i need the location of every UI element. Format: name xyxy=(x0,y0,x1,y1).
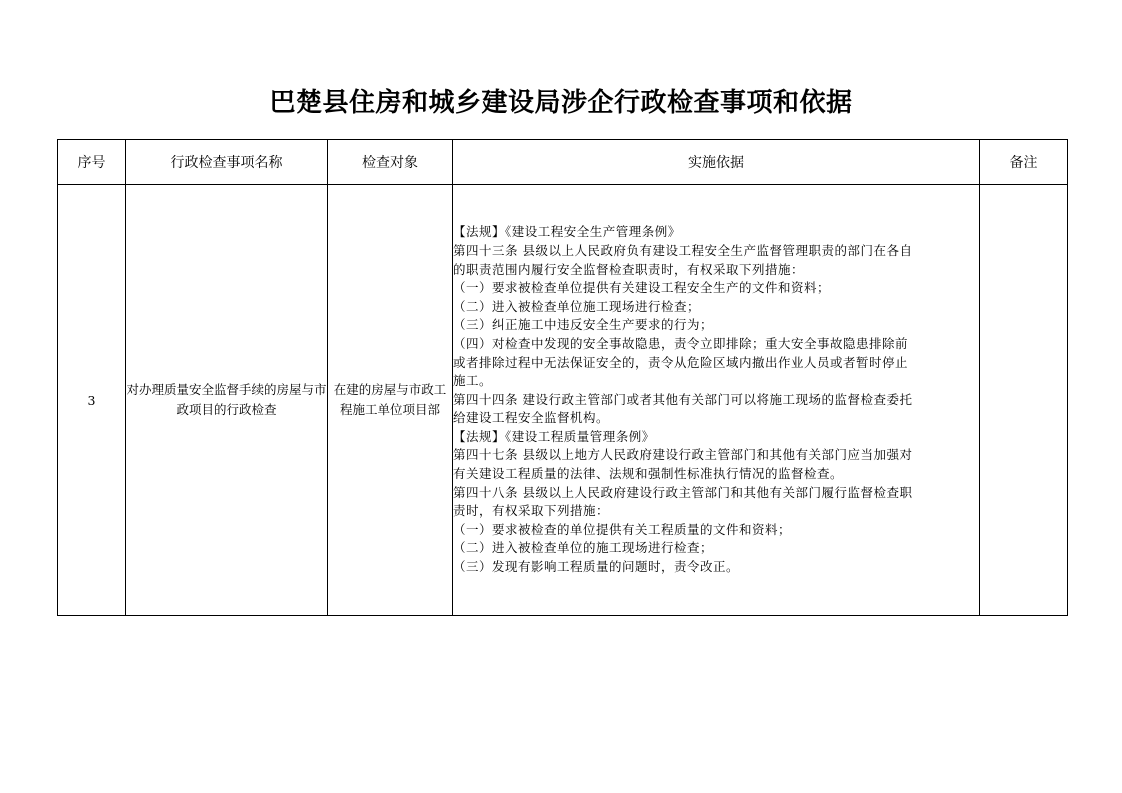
table-row xyxy=(58,185,1068,616)
basis-line: 施工。 xyxy=(453,373,493,389)
header-remark: 备注 xyxy=(980,140,1068,185)
header-basis: 实施依据 xyxy=(453,140,980,185)
table-header-row xyxy=(58,140,1068,185)
basis-line: 第四十三条 县级以上人民政府负有建设工程安全生产监督管理职责的部门在各自 xyxy=(453,242,913,258)
basis-line: （一）要求被检查单位提供有关建设工程安全生产的文件和资料； xyxy=(453,280,831,296)
header-item-name: 行政检查事项名称 xyxy=(126,140,328,185)
basis-line: （三）发现有影响工程质量的问题时，责令改正。 xyxy=(453,559,740,575)
basis-line: 第四十七条 县级以上地方人民政府建设行政主管部门和其他有关部门应当加强对 xyxy=(453,447,913,463)
basis-line: 第四十四条 建设行政主管部门或者其他有关部门可以将施工现场的监督检查委托 xyxy=(453,391,913,407)
row-remark xyxy=(980,185,1068,616)
basis-line: 第四十八条 县级以上人民政府建设行政主管部门和其他有关部门履行监督检查职 xyxy=(453,484,913,500)
basis-line: 的职责范围内履行安全监督检查职责时，有权采取下列措施： xyxy=(453,261,805,277)
basis-line: （三）纠正施工中违反安全生产要求的行为； xyxy=(453,317,714,333)
header-target: 检查对象 xyxy=(328,140,453,185)
basis-line: 给建设工程安全监督机构。 xyxy=(453,410,610,426)
basis-line: （一）要求被检查的单位提供有关工程质量的文件和资料； xyxy=(453,521,792,537)
basis-line: （四）对检查中发现的安全事故隐患，责令立即排除；重大安全事故隐患排除前 xyxy=(453,335,909,351)
page-title: 巴楚县住房和城乡建设局涉企行政检查事项和依据 xyxy=(269,88,853,118)
header-seq: 序号 xyxy=(58,140,126,185)
basis-line: 【法规】《建设工程质量管理条例》 xyxy=(453,428,655,444)
basis-line: 【法规】《建设工程安全生产管理条例》 xyxy=(453,224,681,240)
inspection-table xyxy=(57,139,1068,616)
basis-line: 有关建设工程质量的法律、法规和强制性标准执行情况的监督检查。 xyxy=(453,466,844,482)
basis-line: 责时，有权采取下列措施： xyxy=(453,503,610,519)
row-target: 在建的房屋与市政工程施工单位项目部 xyxy=(328,185,453,616)
row-basis xyxy=(453,185,980,616)
basis-line: （二）进入被检查单位施工现场进行检查； xyxy=(453,298,701,314)
basis-line: 或者排除过程中无法保证安全的，责令从危险区域内撤出作业人员或者暂时停止 xyxy=(453,354,909,370)
row-seq: 3 xyxy=(58,185,126,616)
basis-line: （二）进入被检查单位的施工现场进行检查； xyxy=(453,540,714,556)
row-item-name: 对办理质量安全监督手续的房屋与市政项目的行政检查 xyxy=(126,185,328,616)
